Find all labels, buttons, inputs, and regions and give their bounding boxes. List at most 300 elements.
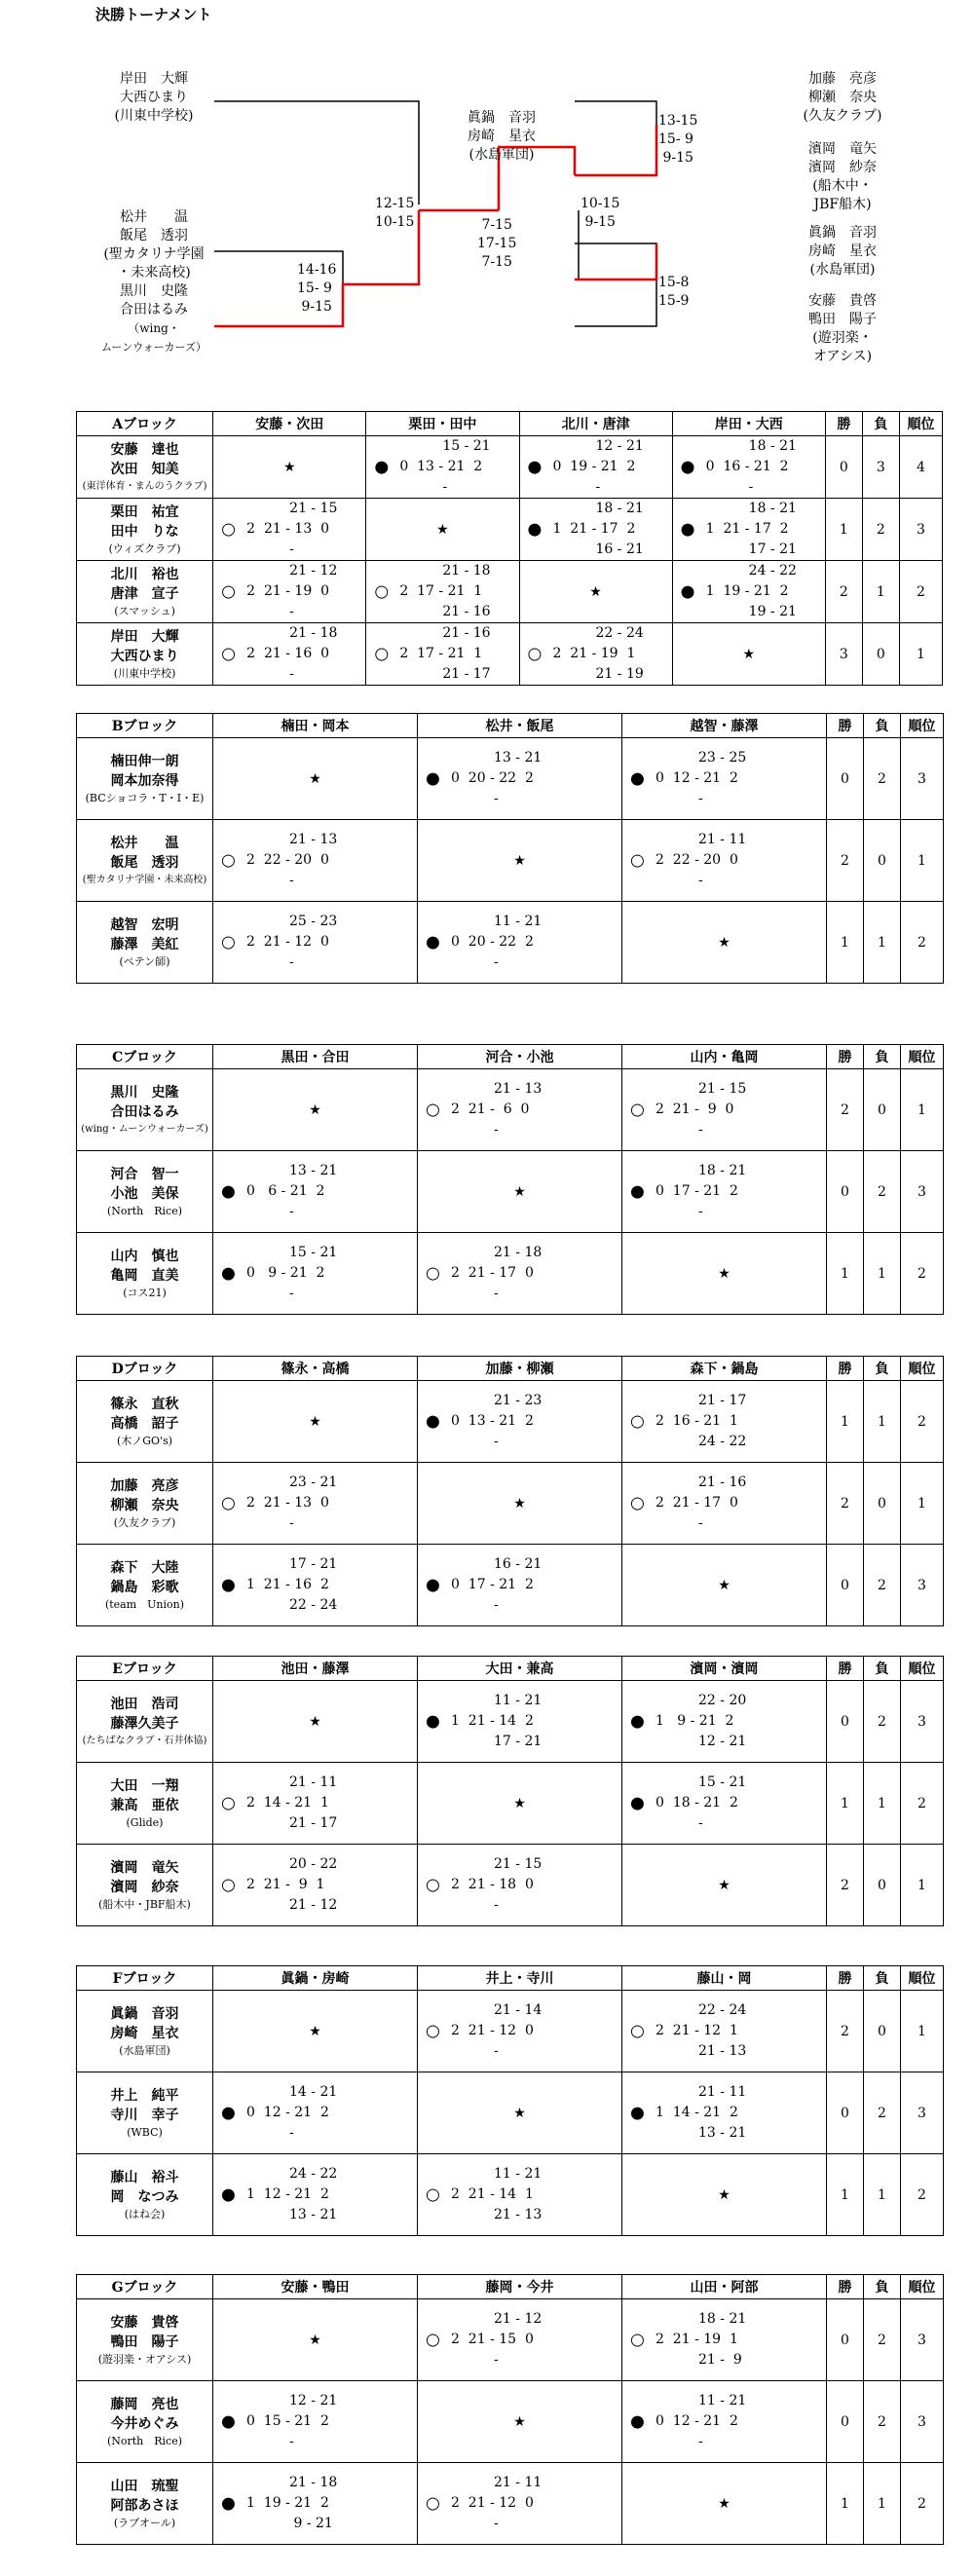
loss-dot-icon: ● xyxy=(221,2493,236,2513)
loss-dot-icon: ● xyxy=(630,1711,645,1731)
game-score: 1 21 - 16 2 xyxy=(246,1577,329,1592)
self-match-star-icon: ★ xyxy=(519,561,672,623)
line-team6-red xyxy=(575,243,656,280)
loss-count: 2 xyxy=(864,2381,901,2463)
game-score: 2 21 - 12 1 xyxy=(656,2023,738,2038)
game-score: 13 - 21 xyxy=(289,2207,338,2222)
loss-dot-icon: ● xyxy=(630,2411,645,2431)
loss-count: 0 xyxy=(864,1991,901,2072)
self-match-star-icon: ★ xyxy=(418,2381,622,2463)
game-score: 2 21 - 19 0 xyxy=(246,583,330,599)
column-header: 藤岡・今井 xyxy=(418,2275,622,2299)
game-score: - xyxy=(289,666,294,682)
player-name: 藤澤 美紅 xyxy=(110,936,179,952)
player-name: 栗田 祐宜 xyxy=(110,504,179,520)
loss-count: 1 xyxy=(864,1233,901,1315)
column-header: 大田・兼高 xyxy=(418,1657,622,1681)
match-result xyxy=(213,902,418,984)
game-score: - xyxy=(289,604,294,619)
game-score: 0 9 - 21 2 xyxy=(246,1265,325,1281)
game-score: 21 - 13 xyxy=(289,832,338,847)
column-header: 森下・鍋島 xyxy=(622,1357,827,1381)
game-score: 1 14 - 21 2 xyxy=(656,2105,738,2120)
game-score: 2 21 - 15 0 xyxy=(451,2332,534,2347)
win-header: 勝 xyxy=(827,2275,864,2299)
player-name: 藤澤久美子 xyxy=(110,1715,179,1732)
player-name: 阿部あさほ xyxy=(110,2497,179,2514)
match-result xyxy=(418,1233,622,1315)
game-score: 2 22 - 20 0 xyxy=(656,852,738,868)
rank-value: 2 xyxy=(899,561,942,623)
win-header: 勝 xyxy=(825,412,862,436)
player-name: 眞鍋 音羽 xyxy=(110,2005,179,2022)
win-count: 2 xyxy=(827,1463,864,1545)
loss-dot-icon: ● xyxy=(426,1711,440,1731)
match-result xyxy=(622,1991,827,2072)
game-score: 0 16 - 21 2 xyxy=(705,459,789,474)
player-club: (遊羽楽・オアシス) xyxy=(97,2352,192,2366)
player-club: (ラブオール) xyxy=(113,2516,176,2529)
game-score: 21 - 11 xyxy=(289,1774,338,1790)
block-table-g xyxy=(76,2274,944,2545)
game-score: 22 - 24 xyxy=(289,1597,338,1613)
game-score: 19 - 21 xyxy=(748,604,797,619)
game-score: 0 20 - 22 2 xyxy=(451,770,534,786)
block-table-f xyxy=(76,1965,944,2236)
rank-value: 1 xyxy=(901,1845,944,1926)
player-cell xyxy=(77,2154,213,2236)
win-count: 0 xyxy=(827,1681,864,1763)
loss-dot-icon: ● xyxy=(527,457,543,476)
player-name: 加藤 亮彦 xyxy=(110,1477,179,1494)
game-score: 18 - 21 xyxy=(748,438,797,454)
game-score: 21 - 17 xyxy=(289,1815,338,1831)
rank-header: 順位 xyxy=(901,1966,944,1991)
win-count: 1 xyxy=(827,1763,864,1845)
column-header: 篠永・高橋 xyxy=(213,1357,418,1381)
game-score: 1 21 - 17 2 xyxy=(552,521,636,537)
player-name: 亀岡 直美 xyxy=(110,1267,179,1284)
block-name: Eブロック xyxy=(77,1657,213,1681)
win-count: 3 xyxy=(825,623,862,686)
game-score: - xyxy=(289,1204,294,1219)
rank-value: 3 xyxy=(901,2381,944,2463)
player-club: (はね会) xyxy=(124,2207,166,2221)
game-score: 21 - 18 xyxy=(289,625,338,641)
win-count: 1 xyxy=(827,1381,864,1463)
game-score: 18 - 21 xyxy=(698,1163,747,1178)
column-header: 北川・唐津 xyxy=(519,412,672,436)
player-name: 高橋 詔子 xyxy=(110,1415,179,1432)
self-match-star-icon: ★ xyxy=(622,2154,827,2236)
player-name: 楠田伸一朗 xyxy=(110,753,179,769)
player-name: 山田 琉聖 xyxy=(110,2478,179,2494)
win-circle-icon: ○ xyxy=(630,1411,645,1431)
win-circle-icon: ○ xyxy=(426,2330,440,2349)
column-header: 楠田・岡本 xyxy=(213,714,418,738)
match-result xyxy=(672,499,825,561)
loss-dot-icon: ● xyxy=(680,519,695,539)
player-cell xyxy=(77,1381,213,1463)
match-result xyxy=(213,2463,418,2545)
block-name: Fブロック xyxy=(77,1966,213,1991)
match-result xyxy=(418,902,622,984)
win-count: 2 xyxy=(827,1991,864,2072)
column-header: 池田・藤澤 xyxy=(213,1657,418,1681)
match-result xyxy=(519,499,672,561)
team-right-2: 濱岡 竜矢 濱岡 紗奈 (船木中・ JBF船木) xyxy=(808,141,877,212)
match-result xyxy=(418,1545,622,1626)
win-count: 0 xyxy=(827,2299,864,2381)
player-name: 越智 宏明 xyxy=(110,916,179,933)
rank-value: 3 xyxy=(901,1545,944,1626)
self-match-star-icon: ★ xyxy=(622,1233,827,1315)
win-circle-icon: ○ xyxy=(221,1493,236,1512)
player-club: (久友クラブ) xyxy=(113,1515,176,1529)
rank-header: 順位 xyxy=(901,714,944,738)
match-result xyxy=(672,561,825,623)
game-score: 0 19 - 21 2 xyxy=(552,459,636,474)
win-header: 勝 xyxy=(827,1357,864,1381)
game-score: - xyxy=(289,541,294,557)
rank-value: 4 xyxy=(899,436,942,499)
player-cell xyxy=(77,2072,213,2154)
game-score: - xyxy=(698,1204,703,1219)
column-header: 河合・小池 xyxy=(418,1045,622,1069)
game-score: 0 6 - 21 2 xyxy=(246,1183,325,1199)
score-final: 7-15 17-15 7-15 xyxy=(477,217,517,270)
win-header: 勝 xyxy=(827,1045,864,1069)
match-result xyxy=(213,1463,418,1545)
lose-header: 負 xyxy=(864,1657,901,1681)
game-score: 0 13 - 21 2 xyxy=(399,459,483,474)
loss-count: 0 xyxy=(864,820,901,902)
game-score: 21 - 16 xyxy=(442,604,491,619)
game-score: 2 21 - 13 0 xyxy=(246,521,330,537)
player-cell xyxy=(77,1069,213,1151)
match-result xyxy=(418,1681,622,1763)
player-row xyxy=(77,738,944,820)
match-result xyxy=(213,820,418,902)
win-header: 勝 xyxy=(827,1966,864,1991)
game-score: - xyxy=(494,2352,499,2368)
game-score: 16 - 21 xyxy=(595,541,644,557)
game-score: 0 12 - 21 2 xyxy=(656,770,738,786)
loss-dot-icon: ● xyxy=(426,1575,440,1594)
team-left-2: 松井 温 飯尾 透羽 (聖カタリナ学園 ・未来高校) 黒川 史隆 合田はるみ （wing・ ムーンウォーカーズ） xyxy=(100,209,207,354)
game-score: 2 21 - 6 0 xyxy=(451,1101,530,1117)
win-circle-icon: ○ xyxy=(221,850,236,870)
loss-count: 0 xyxy=(862,623,899,686)
block-name: Dブロック xyxy=(77,1357,213,1381)
game-score: 21 - 18 xyxy=(289,2475,338,2490)
game-score: 2 21 - 14 1 xyxy=(451,2186,534,2202)
rank-value: 1 xyxy=(901,1463,944,1545)
column-header: 岸田・大西 xyxy=(672,412,825,436)
lose-header: 負 xyxy=(864,714,901,738)
loss-dot-icon: ● xyxy=(221,2411,236,2431)
win-count: 1 xyxy=(827,2154,864,2236)
loss-dot-icon: ● xyxy=(426,768,440,788)
win-circle-icon: ○ xyxy=(426,2493,440,2513)
column-header: 山内・亀岡 xyxy=(622,1045,827,1069)
player-row xyxy=(77,1763,944,1845)
self-match-star-icon: ★ xyxy=(213,436,366,499)
rank-value: 3 xyxy=(901,2072,944,2154)
match-result xyxy=(366,561,519,623)
match-result xyxy=(366,623,519,686)
game-score: 2 21 - 19 1 xyxy=(656,2332,738,2347)
game-score: - xyxy=(289,1515,294,1531)
game-score: 2 21 - 17 0 xyxy=(451,1265,534,1281)
match-result xyxy=(519,623,672,686)
match-result xyxy=(622,738,827,820)
score-right-qf2: 15-8 15-9 xyxy=(658,275,690,309)
player-club: (水島軍団) xyxy=(119,2043,170,2057)
player-name: 岡 なつみ xyxy=(110,2188,179,2205)
game-score: 22 - 20 xyxy=(698,1693,747,1708)
game-score: 24 - 22 xyxy=(698,1434,747,1449)
lose-header: 負 xyxy=(864,1045,901,1069)
win-count: 0 xyxy=(827,1151,864,1233)
game-score: 2 21 - 13 0 xyxy=(246,1495,329,1511)
win-count: 1 xyxy=(827,2463,864,2545)
player-cell xyxy=(77,1991,213,2072)
game-score: 21 - 15 xyxy=(494,1856,543,1872)
self-match-star-icon: ★ xyxy=(213,738,418,820)
loss-dot-icon: ● xyxy=(630,768,645,788)
player-name: 次田 知美 xyxy=(110,461,179,477)
game-score: - xyxy=(494,1597,499,1613)
game-score: 21 - 13 xyxy=(494,1081,543,1097)
game-score: 2 17 - 21 1 xyxy=(399,583,483,599)
score-right-semi: 10-15 9-15 xyxy=(581,196,620,230)
win-circle-icon: ○ xyxy=(221,519,236,539)
player-club: (North Rice) xyxy=(106,1204,183,1217)
player-row xyxy=(77,1151,944,1233)
game-score: 0 17 - 21 2 xyxy=(656,1183,738,1199)
game-score: 12 - 21 xyxy=(595,438,644,454)
match-result xyxy=(213,1763,418,1845)
self-match-star-icon: ★ xyxy=(672,623,825,686)
win-circle-icon: ○ xyxy=(426,2184,440,2204)
team-center-final: 眞鍋 音羽 房崎 星衣 (水島軍団) xyxy=(468,110,536,163)
player-cell xyxy=(77,2463,213,2545)
game-score: - xyxy=(494,1286,499,1301)
self-match-star-icon: ★ xyxy=(622,2463,827,2545)
game-score: - xyxy=(698,2434,703,2449)
game-score: 2 17 - 21 1 xyxy=(399,646,483,661)
game-score: - xyxy=(698,791,703,806)
game-score: 21 - 15 xyxy=(698,1081,747,1097)
player-row xyxy=(77,820,944,902)
match-result xyxy=(213,499,366,561)
loss-count: 2 xyxy=(862,499,899,561)
player-row xyxy=(77,1845,944,1926)
match-result xyxy=(519,436,672,499)
player-name: 岡本加奈得 xyxy=(110,772,179,789)
win-circle-icon: ○ xyxy=(426,1100,440,1119)
player-name: 山内 慎也 xyxy=(110,1248,179,1264)
loss-dot-icon: ● xyxy=(426,932,440,952)
self-match-star-icon: ★ xyxy=(213,1681,418,1763)
team-right-1: 加藤 亮彦 柳瀬 奈央 (久友クラブ) xyxy=(803,71,882,124)
game-score: 11 - 21 xyxy=(494,914,543,929)
game-score: 1 21 - 17 2 xyxy=(705,521,789,537)
win-count: 0 xyxy=(827,738,864,820)
player-name: 池田 浩司 xyxy=(110,1696,179,1712)
game-score: 2 21 - 12 0 xyxy=(246,934,329,950)
player-row xyxy=(77,1681,944,1763)
win-count: 1 xyxy=(825,499,862,561)
self-match-star-icon: ★ xyxy=(418,1151,622,1233)
game-score: 24 - 22 xyxy=(748,563,797,579)
loss-dot-icon: ● xyxy=(374,457,390,476)
column-header: 黒田・合田 xyxy=(213,1045,418,1069)
win-count: 0 xyxy=(827,2381,864,2463)
game-score: 0 20 - 22 2 xyxy=(451,934,534,950)
game-score: 21 - 23 xyxy=(494,1393,543,1408)
game-score: - xyxy=(494,954,499,970)
team-right-3: 眞鍋 音羽 房崎 星衣 (水島軍団) xyxy=(808,225,877,278)
loss-count: 0 xyxy=(864,1463,901,1545)
loss-dot-icon: ● xyxy=(221,1181,236,1201)
game-score: 18 - 21 xyxy=(698,2311,747,2327)
block-name: Aブロック xyxy=(77,412,213,436)
loss-dot-icon: ● xyxy=(221,2103,236,2122)
game-score: - xyxy=(442,479,448,495)
win-count: 0 xyxy=(827,1545,864,1626)
self-match-star-icon: ★ xyxy=(418,2072,622,2154)
game-score: 21 - 9 xyxy=(698,2352,742,2368)
win-header: 勝 xyxy=(827,714,864,738)
player-name: 安藤 貴啓 xyxy=(110,2314,179,2331)
game-score: 21 - 16 xyxy=(698,1475,747,1490)
game-score: 16 - 21 xyxy=(494,1556,543,1572)
game-score: 11 - 21 xyxy=(494,1693,543,1708)
self-match-star-icon: ★ xyxy=(213,1069,418,1151)
block-name: Gブロック xyxy=(77,2275,213,2299)
game-score: 13 - 21 xyxy=(494,750,543,765)
block-table-c xyxy=(76,1044,944,1315)
loss-count: 1 xyxy=(864,2463,901,2545)
line-team7 xyxy=(575,280,656,326)
rank-value: 1 xyxy=(899,623,942,686)
player-cell xyxy=(77,1233,213,1315)
column-header: 安藤・次田 xyxy=(213,412,366,436)
match-result xyxy=(418,738,622,820)
rank-value: 3 xyxy=(901,1681,944,1763)
game-score: 2 21 - 18 0 xyxy=(451,1877,534,1892)
line-semi-right-bottom xyxy=(575,210,579,280)
game-score: 21 - 11 xyxy=(698,2084,747,2100)
player-name: 河合 智一 xyxy=(110,1166,179,1182)
loss-dot-icon: ● xyxy=(527,519,543,539)
player-cell xyxy=(77,2381,213,2463)
game-score: 1 19 - 21 2 xyxy=(246,2495,329,2511)
game-score: 9 - 21 xyxy=(289,2516,333,2531)
game-score: 2 21 - 12 0 xyxy=(451,2023,534,2038)
lose-header: 負 xyxy=(864,1966,901,1991)
win-circle-icon: ○ xyxy=(426,1263,440,1283)
win-circle-icon: ○ xyxy=(374,581,390,601)
player-name: 藤山 裕斗 xyxy=(110,2169,179,2185)
player-name: 松井 温 xyxy=(110,835,179,851)
match-result xyxy=(213,561,366,623)
loss-count: 1 xyxy=(864,2154,901,2236)
player-row xyxy=(77,1991,944,2072)
self-match-star-icon: ★ xyxy=(418,1463,622,1545)
match-result xyxy=(622,820,827,902)
rank-value: 3 xyxy=(899,499,942,561)
player-club: (WBC) xyxy=(127,2125,163,2139)
game-score: 17 - 21 xyxy=(494,1734,543,1749)
game-score: - xyxy=(494,791,499,806)
game-score: 13 - 21 xyxy=(698,2125,747,2141)
match-result xyxy=(418,1381,622,1463)
game-score: - xyxy=(289,2125,294,2141)
game-score: 0 13 - 21 2 xyxy=(451,1413,534,1429)
score-left-qf: 14-16 15- 9 9-15 xyxy=(297,262,337,315)
player-cell xyxy=(77,1681,213,1763)
column-header: 眞鍋・房崎 xyxy=(213,1966,418,1991)
win-circle-icon: ○ xyxy=(630,1100,645,1119)
self-match-star-icon: ★ xyxy=(213,2299,418,2381)
game-score: 21 - 17 xyxy=(442,666,491,682)
player-club: (BCショコラ・T・I・E) xyxy=(85,791,205,804)
self-match-star-icon: ★ xyxy=(418,820,622,902)
block-table-b xyxy=(76,713,944,984)
self-match-star-icon: ★ xyxy=(213,1381,418,1463)
game-score: 11 - 21 xyxy=(698,2393,747,2408)
game-score: 17 - 21 xyxy=(289,1556,338,1572)
player-name: 岸田 大輝 xyxy=(110,628,179,645)
game-score: 2 16 - 21 1 xyxy=(656,1413,738,1429)
player-row xyxy=(77,2072,944,2154)
game-score: - xyxy=(698,1122,703,1138)
win-circle-icon: ○ xyxy=(630,2021,645,2040)
block-table-a xyxy=(76,411,943,686)
win-circle-icon: ○ xyxy=(221,1793,236,1812)
loss-dot-icon: ● xyxy=(630,1181,645,1201)
line-team6 xyxy=(575,243,656,280)
player-name: 井上 純平 xyxy=(110,2087,179,2104)
game-score: 25 - 23 xyxy=(289,914,338,929)
player-name: 濱岡 竜矢 xyxy=(110,1859,179,1876)
loss-count: 0 xyxy=(864,1069,901,1151)
game-score: 21 - 18 xyxy=(442,563,491,579)
player-club: (ウィズクラブ) xyxy=(108,541,181,555)
player-name: 今井めぐみ xyxy=(110,2415,179,2432)
loss-count: 1 xyxy=(864,1381,901,1463)
rank-value: 3 xyxy=(901,1151,944,1233)
player-name: 寺川 幸子 xyxy=(110,2107,179,2123)
match-result xyxy=(418,1845,622,1926)
game-score: 0 17 - 21 2 xyxy=(451,1577,534,1592)
game-score: 2 21 - 17 0 xyxy=(656,1495,738,1511)
match-result xyxy=(418,2463,622,2545)
win-circle-icon: ○ xyxy=(426,1875,440,1894)
game-score: - xyxy=(494,2043,499,2059)
loss-count: 0 xyxy=(864,1845,901,1926)
player-name: 篠永 直秋 xyxy=(110,1396,179,1412)
player-cell xyxy=(77,623,213,686)
rank-value: 2 xyxy=(901,2463,944,2545)
self-match-star-icon: ★ xyxy=(622,1545,827,1626)
game-score: 21 - 11 xyxy=(494,2475,543,2490)
rank-value: 3 xyxy=(901,2299,944,2381)
game-score: 21 - 18 xyxy=(494,1245,543,1260)
